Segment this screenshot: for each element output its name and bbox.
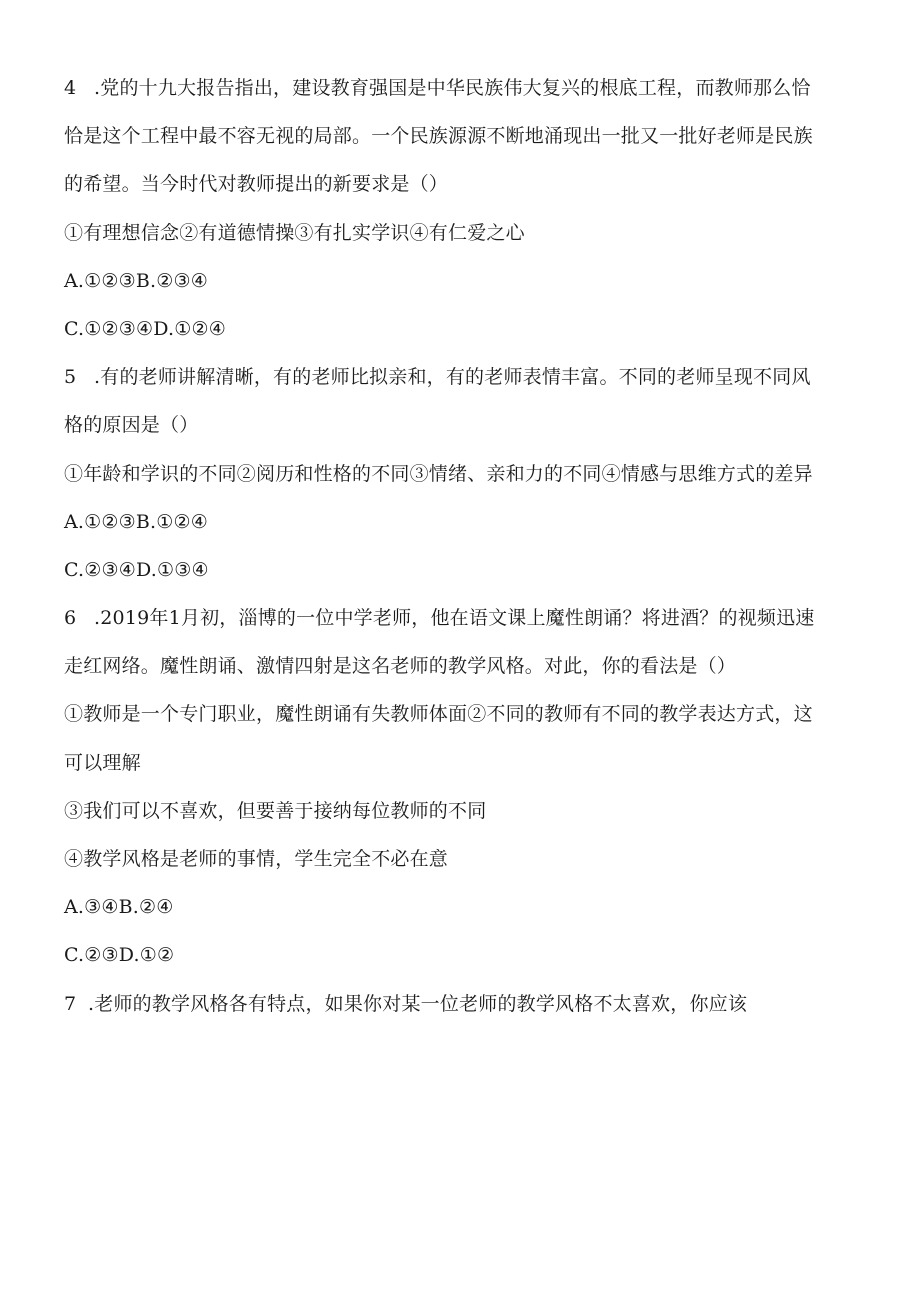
question-5-stem-line-1: 5 .有的老师讲解清晰，有的老师比拟亲和，有的老师表情丰富。不同的老师呈现不同风 — [64, 353, 854, 401]
question-6-statement-line-2: 可以理解 — [64, 751, 141, 774]
document-page — [64, 64, 854, 1028]
question-6-statement-line-4: ④教学风格是老师的事情，学生完全不必在意 — [64, 848, 449, 870]
question-5-statements: ①年龄和学识的不同②阅历和性格的不同③情绪、亲和力的不同④情感与思维方式的差异 — [64, 462, 813, 485]
question-6-stem-line-2: 走红网络。魔性朗诵、激情四射是这名老师的教学风格。对此，你的看法是（） — [64, 655, 737, 678]
question-4-stem-line-2: 恰是这个工程中最不容无视的局部。一个民族源源不断地涌现出一批又一批好老师是民族 — [64, 125, 813, 148]
question-6-options-ab: A.③④B.②④ — [64, 896, 174, 919]
question-7-stem-line-1: 7 .老师的教学风格各有特点，如果你对某一位老师的教学风格不太喜欢，你应该 — [64, 980, 854, 1028]
question-6-stem-line-1: 6 .2019年1月初，淄博的一位中学老师，他在语文课上魔性朗诵？将进酒？的视频迅速 — [64, 594, 854, 642]
question-4-stem-line-1: 4 .党的十九大报告指出，建设教育强国是中华民族伟大复兴的根底工程，而教师那么恰 — [64, 64, 854, 112]
question-4-options-cd: C.①②③④D.①②④ — [64, 317, 226, 340]
question-number: 5 — [64, 366, 77, 389]
question-5-options-ab: A.①②③B.①②④ — [64, 510, 208, 533]
question-6-statement-line-3: ③我们可以不喜欢，但要善于接纳每位教师的不同 — [64, 799, 487, 822]
question-number: 4 — [64, 77, 77, 99]
question-6-options-cd: C.②③D.①② — [64, 944, 175, 967]
question-4-stem-line-3: 的希望。当今时代对教师提出的新要求是（） — [64, 173, 449, 196]
question-number: 6 — [64, 607, 77, 630]
question-5-options-cd: C.②③④D.①③④ — [64, 558, 209, 581]
question-4-statements: ①有理想信念②有道德情操③有扎实学识④有仁爱之心 — [64, 221, 525, 244]
question-4-options-ab: A.①②③B.②③④ — [64, 269, 208, 292]
question-number: 7 — [64, 992, 77, 1015]
question-6-statement-line-1: ①教师是一个专门职业，魔性朗诵有失教师体面②不同的教师有不同的教学表达方式，这 — [64, 703, 813, 726]
question-5-stem-line-2: 格的原因是（） — [64, 414, 199, 437]
